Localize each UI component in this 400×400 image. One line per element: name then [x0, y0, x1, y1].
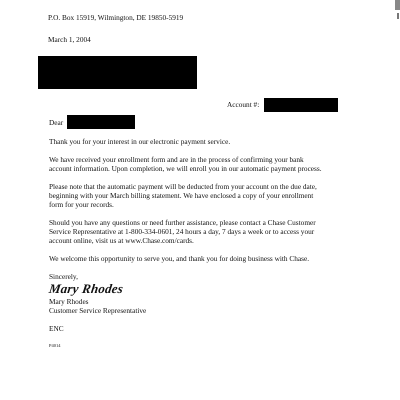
paragraph-line: account online, visit us at www.Chase.com/cards. [49, 236, 194, 245]
paragraph-line: Service Representative at 1-800-334-0601, 24 hours a day, 7 days a week or to access your [49, 227, 315, 236]
paragraph-line: beginning with your March billing statement. We have enclosed a copy of your enrollment [49, 191, 314, 200]
return-address: P.O. Box 15919, Wilmington, DE 19850-5919 [48, 13, 184, 22]
account-label: Account #: [227, 100, 260, 109]
scan-edge-mark [397, 13, 399, 19]
redacted-recipient-address [38, 56, 197, 89]
paragraph-thanks: Thank you for your interest in our electronic payment service. [49, 137, 231, 146]
redacted-recipient-name [67, 115, 135, 129]
paragraph-line: We have received your enrollment form and are in the process of confirming your bank [49, 155, 304, 164]
salutation: Dear [49, 118, 64, 127]
letter-date: March 1, 2004 [48, 35, 91, 44]
paragraph-line: Should you have any questions or need further assistance, please contact a Chase Customer [49, 218, 316, 227]
redacted-account-number [264, 98, 338, 112]
scan-edge-mark [395, 0, 400, 10]
enclosure-note: ENC [49, 324, 64, 333]
form-code: P4014 [49, 343, 61, 348]
signer-name: Mary Rhodes [49, 297, 89, 306]
paragraph-welcome: We welcome this opportunity to serve you, and thank you for doing business with Chase. [49, 254, 310, 263]
paragraph-line: form for your records. [49, 200, 114, 209]
paragraph-line: Please note that the automatic payment will be deducted from your account on the due date, [49, 182, 317, 191]
paragraph-line: account information. Upon completion, we will enroll you in our automatic payment process. [49, 164, 322, 173]
closing: Sincerely, [49, 272, 78, 281]
signer-title: Customer Service Representative [49, 306, 147, 315]
handwritten-signature: Mary Rhodes [48, 281, 125, 296]
